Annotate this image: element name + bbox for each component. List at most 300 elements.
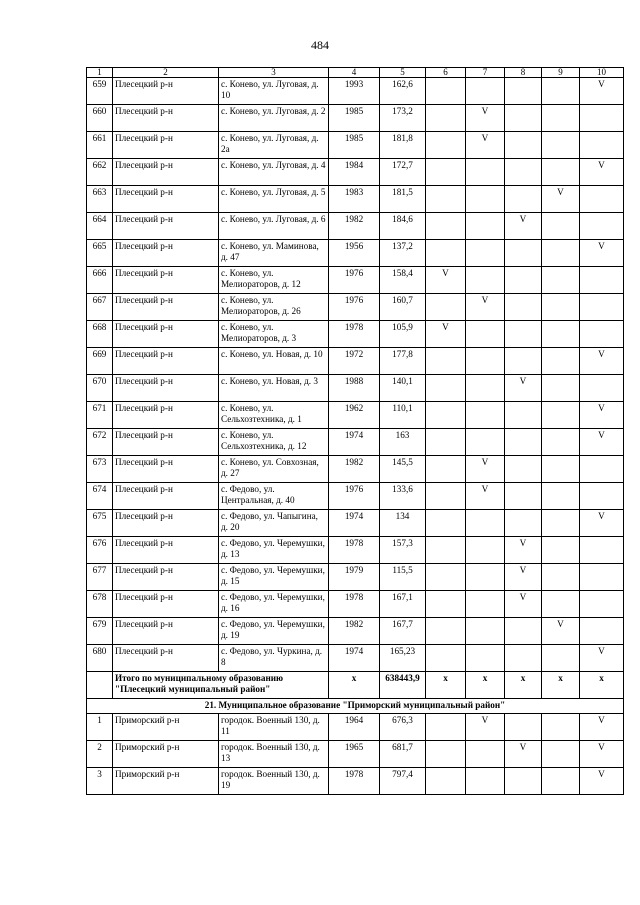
mark-cell-10: V (580, 510, 624, 537)
address-cell: с. Федово, ул. Чуркина, д. 8 (219, 645, 329, 672)
row-number: 664 (87, 213, 113, 240)
district-cell: Плесецкий р-н (113, 132, 219, 159)
mark-cell-8 (505, 186, 542, 213)
table-row (87, 105, 624, 132)
table-row (87, 645, 624, 672)
mark-cell-6 (426, 240, 466, 267)
mark-cell-10 (580, 132, 624, 159)
row-number: 671 (87, 402, 113, 429)
mark-cell-9: V (542, 618, 580, 645)
mark-cell-10: V (580, 768, 624, 795)
total-label: Итого по муниципальному образованию "Плесецкий муниципальный район" (113, 672, 329, 699)
year-cell: 1982 (329, 618, 380, 645)
year-cell: 1978 (329, 768, 380, 795)
area-cell: 157,3 (380, 537, 426, 564)
year-cell: 1978 (329, 537, 380, 564)
mark-cell-7: V (466, 294, 505, 321)
total-row (87, 672, 624, 699)
year-cell: 1974 (329, 510, 380, 537)
year-cell: 1982 (329, 456, 380, 483)
address-cell: с. Конево, ул. Луговая, д. 4 (219, 159, 329, 186)
district-cell: Плесецкий р-н (113, 294, 219, 321)
table-row (87, 375, 624, 402)
mark-cell-9 (542, 321, 580, 348)
empty-cell (87, 672, 113, 699)
mark-cell-10: V (580, 645, 624, 672)
mark-cell-9 (542, 240, 580, 267)
mark-cell-9 (542, 213, 580, 240)
area-cell: 797,4 (380, 768, 426, 795)
year-cell: 1988 (329, 375, 380, 402)
area-cell: 163 (380, 429, 426, 456)
mark-cell-8 (505, 645, 542, 672)
district-cell: Приморский р-н (113, 714, 219, 741)
mark-cell-6 (426, 159, 466, 186)
table-row (87, 348, 624, 375)
mark-cell-9 (542, 591, 580, 618)
mark-cell-10 (580, 537, 624, 564)
district-cell: Плесецкий р-н (113, 78, 219, 105)
table-row (87, 510, 624, 537)
mark-cell-8 (505, 267, 542, 294)
mark-cell-8 (505, 714, 542, 741)
year-cell: 1976 (329, 267, 380, 294)
mark-cell-10 (580, 267, 624, 294)
mark-cell-6 (426, 105, 466, 132)
address-cell: с. Конево, ул. Луговая, д. 6 (219, 213, 329, 240)
year-cell: 1976 (329, 483, 380, 510)
area-cell: 181,5 (380, 186, 426, 213)
year-cell: 1985 (329, 105, 380, 132)
mark-cell-10 (580, 213, 624, 240)
row-number: 672 (87, 429, 113, 456)
total-area-cell: 638443,9 (380, 672, 426, 699)
mark-cell-8 (505, 402, 542, 429)
col-number: 10 (580, 68, 624, 78)
address-cell: с. Конево, ул. Мелиораторов, д. 26 (219, 294, 329, 321)
table-row (87, 240, 624, 267)
mark-cell-10 (580, 564, 624, 591)
table-row (87, 294, 624, 321)
mark-cell-10: V (580, 240, 624, 267)
area-cell: 162,6 (380, 78, 426, 105)
mark-cell-7 (466, 240, 505, 267)
mark-cell-10: V (580, 159, 624, 186)
district-cell: Плесецкий р-н (113, 591, 219, 618)
mark-cell-7: V (466, 483, 505, 510)
area-cell: 681,7 (380, 741, 426, 768)
mark-cell-8 (505, 240, 542, 267)
mark-cell-10 (580, 456, 624, 483)
address-cell: с. Федово, ул. Черемушки, д. 19 (219, 618, 329, 645)
district-cell: Плесецкий р-н (113, 618, 219, 645)
mark-cell-7: V (466, 714, 505, 741)
mark-cell-6 (426, 294, 466, 321)
col-number: 9 (542, 68, 580, 78)
row-number: 667 (87, 294, 113, 321)
col-number: 7 (466, 68, 505, 78)
row-number: 675 (87, 510, 113, 537)
mark-cell-10: V (580, 348, 624, 375)
total-year-cell: x (329, 672, 380, 699)
area-cell: 137,2 (380, 240, 426, 267)
mark-cell-9 (542, 105, 580, 132)
mark-cell-9 (542, 537, 580, 564)
district-cell: Плесецкий р-н (113, 429, 219, 456)
mark-cell-8: V (505, 213, 542, 240)
mark-cell-10 (580, 321, 624, 348)
address-cell: с. Федово, ул. Чапыгина, д. 20 (219, 510, 329, 537)
year-cell: 1983 (329, 186, 380, 213)
mark-cell-7 (466, 375, 505, 402)
mark-cell-7 (466, 537, 505, 564)
mark-cell-6 (426, 564, 466, 591)
table-row (87, 321, 624, 348)
mark-cell-8 (505, 105, 542, 132)
mark-cell-8 (505, 294, 542, 321)
area-cell: 133,6 (380, 483, 426, 510)
mark-cell-10 (580, 294, 624, 321)
mark-cell-8 (505, 348, 542, 375)
district-cell: Плесецкий р-н (113, 186, 219, 213)
mark-cell-9 (542, 402, 580, 429)
row-number: 670 (87, 375, 113, 402)
total-c9-cell: x (542, 672, 580, 699)
area-cell: 134 (380, 510, 426, 537)
address-cell: с. Конево, ул. Мелиораторов, д. 12 (219, 267, 329, 294)
district-cell: Плесецкий р-н (113, 537, 219, 564)
row-number: 661 (87, 132, 113, 159)
district-cell: Приморский р-н (113, 741, 219, 768)
mark-cell-7: V (466, 132, 505, 159)
mark-cell-7: V (466, 105, 505, 132)
table-row (87, 768, 624, 795)
table-body (87, 68, 624, 795)
mark-cell-8 (505, 321, 542, 348)
mark-cell-9 (542, 768, 580, 795)
row-number: 660 (87, 105, 113, 132)
area-cell: 158,4 (380, 267, 426, 294)
table-row (87, 456, 624, 483)
mark-cell-7 (466, 348, 505, 375)
table-row (87, 564, 624, 591)
mark-cell-7 (466, 78, 505, 105)
mark-cell-8: V (505, 564, 542, 591)
address-cell: городок. Военный 130, д. 11 (219, 714, 329, 741)
row-number: 663 (87, 186, 113, 213)
mark-cell-9 (542, 348, 580, 375)
mark-cell-7 (466, 159, 505, 186)
year-cell: 1993 (329, 78, 380, 105)
mark-cell-6: V (426, 267, 466, 294)
area-cell: 140,1 (380, 375, 426, 402)
address-cell: с. Конево, ул. Сельхозтехника, д. 12 (219, 429, 329, 456)
mark-cell-8: V (505, 741, 542, 768)
mark-cell-7 (466, 429, 505, 456)
address-cell: с. Федово, ул. Черемушки, д. 16 (219, 591, 329, 618)
year-cell: 1974 (329, 429, 380, 456)
mark-cell-8 (505, 768, 542, 795)
row-number: 1 (87, 714, 113, 741)
address-cell: городок. Военный 130, д. 13 (219, 741, 329, 768)
area-cell: 181,8 (380, 132, 426, 159)
mark-cell-7 (466, 510, 505, 537)
row-number: 659 (87, 78, 113, 105)
mark-cell-7 (466, 591, 505, 618)
address-cell: с. Конево, ул. Новая, д. 10 (219, 348, 329, 375)
mark-cell-9 (542, 456, 580, 483)
col-number: 6 (426, 68, 466, 78)
mark-cell-7 (466, 402, 505, 429)
col-number: 8 (505, 68, 542, 78)
mark-cell-6 (426, 714, 466, 741)
mark-cell-7 (466, 564, 505, 591)
mark-cell-10: V (580, 714, 624, 741)
table-row (87, 591, 624, 618)
area-cell: 172,7 (380, 159, 426, 186)
table-row (87, 402, 624, 429)
row-number: 674 (87, 483, 113, 510)
mark-cell-6 (426, 213, 466, 240)
mark-cell-7 (466, 741, 505, 768)
mark-cell-9 (542, 294, 580, 321)
row-number: 677 (87, 564, 113, 591)
table-row (87, 267, 624, 294)
district-cell: Плесецкий р-н (113, 564, 219, 591)
row-number: 2 (87, 741, 113, 768)
mark-cell-7 (466, 768, 505, 795)
year-cell: 1964 (329, 714, 380, 741)
year-cell: 1974 (329, 645, 380, 672)
mark-cell-10: V (580, 78, 624, 105)
area-cell: 160,7 (380, 294, 426, 321)
district-cell: Плесецкий р-н (113, 483, 219, 510)
district-cell: Плесецкий р-н (113, 213, 219, 240)
row-number: 666 (87, 267, 113, 294)
district-cell: Плесецкий р-н (113, 456, 219, 483)
section-header-row (87, 699, 624, 714)
mark-cell-6: V (426, 321, 466, 348)
mark-cell-9 (542, 159, 580, 186)
mark-cell-10 (580, 105, 624, 132)
year-cell: 1972 (329, 348, 380, 375)
table-row (87, 429, 624, 456)
address-cell: с. Федово, ул. Черемушки, д. 15 (219, 564, 329, 591)
row-number: 668 (87, 321, 113, 348)
mark-cell-8: V (505, 591, 542, 618)
row-number: 678 (87, 591, 113, 618)
mark-cell-10 (580, 591, 624, 618)
year-cell: 1962 (329, 402, 380, 429)
year-cell: 1978 (329, 591, 380, 618)
total-c8-cell: x (505, 672, 542, 699)
mark-cell-9 (542, 78, 580, 105)
mark-cell-7 (466, 267, 505, 294)
table-row (87, 483, 624, 510)
mark-cell-6 (426, 741, 466, 768)
housing-register-table (86, 67, 624, 795)
mark-cell-9 (542, 510, 580, 537)
mark-cell-6 (426, 645, 466, 672)
mark-cell-10: V (580, 429, 624, 456)
area-cell: 165,23 (380, 645, 426, 672)
mark-cell-6 (426, 348, 466, 375)
page-number: 484 (311, 38, 329, 52)
row-number: 680 (87, 645, 113, 672)
area-cell: 167,7 (380, 618, 426, 645)
mark-cell-8 (505, 456, 542, 483)
row-number: 662 (87, 159, 113, 186)
table-row (87, 132, 624, 159)
area-cell: 173,2 (380, 105, 426, 132)
year-cell: 1965 (329, 741, 380, 768)
total-c6-cell: x (426, 672, 466, 699)
table-row (87, 186, 624, 213)
mark-cell-10: V (580, 402, 624, 429)
mark-cell-6 (426, 375, 466, 402)
address-cell: с. Конево, ул. Сельхозтехника, д. 1 (219, 402, 329, 429)
mark-cell-8 (505, 159, 542, 186)
area-cell: 110,1 (380, 402, 426, 429)
mark-cell-6 (426, 429, 466, 456)
mark-cell-9 (542, 429, 580, 456)
mark-cell-7: V (466, 456, 505, 483)
col-number: 4 (329, 68, 380, 78)
address-cell: с. Конево, ул. Луговая, д. 5 (219, 186, 329, 213)
area-cell: 115,5 (380, 564, 426, 591)
mark-cell-9 (542, 645, 580, 672)
address-cell: с. Конево, ул. Совхозная, д. 27 (219, 456, 329, 483)
area-cell: 145,5 (380, 456, 426, 483)
column-number-row (87, 68, 624, 78)
mark-cell-6 (426, 483, 466, 510)
district-cell: Приморский р-н (113, 768, 219, 795)
mark-cell-7 (466, 186, 505, 213)
address-cell: с. Конево, ул. Луговая, д. 10 (219, 78, 329, 105)
address-cell: с. Конево, ул. Луговая, д. 2а (219, 132, 329, 159)
mark-cell-6 (426, 537, 466, 564)
mark-cell-9 (542, 741, 580, 768)
address-cell: с. Конево, ул. Новая, д. 3 (219, 375, 329, 402)
section-title: 21. Муниципальное образование "Приморский муниципальный район" (87, 699, 624, 714)
table-row (87, 714, 624, 741)
area-cell: 177,8 (380, 348, 426, 375)
mark-cell-6 (426, 618, 466, 645)
address-cell: с. Федово, ул. Черемушки, д. 13 (219, 537, 329, 564)
address-cell: городок. Военный 130, д. 19 (219, 768, 329, 795)
mark-cell-8 (505, 132, 542, 159)
mark-cell-10 (580, 618, 624, 645)
table-row (87, 537, 624, 564)
mark-cell-8 (505, 483, 542, 510)
district-cell: Плесецкий р-н (113, 159, 219, 186)
mark-cell-7 (466, 645, 505, 672)
mark-cell-6 (426, 132, 466, 159)
address-cell: с. Конево, ул. Мелиораторов, д. 3 (219, 321, 329, 348)
area-cell: 184,6 (380, 213, 426, 240)
mark-cell-9 (542, 483, 580, 510)
table-row (87, 78, 624, 105)
row-number: 669 (87, 348, 113, 375)
col-number: 1 (87, 68, 113, 78)
district-cell: Плесецкий р-н (113, 402, 219, 429)
mark-cell-8: V (505, 375, 542, 402)
mark-cell-7 (466, 618, 505, 645)
year-cell: 1982 (329, 213, 380, 240)
mark-cell-7 (466, 213, 505, 240)
mark-cell-7 (466, 321, 505, 348)
address-cell: с. Конево, ул. Маминова, д. 47 (219, 240, 329, 267)
row-number: 3 (87, 768, 113, 795)
year-cell: 1976 (329, 294, 380, 321)
district-cell: Плесецкий р-н (113, 267, 219, 294)
mark-cell-6 (426, 591, 466, 618)
row-number: 665 (87, 240, 113, 267)
district-cell: Плесецкий р-н (113, 105, 219, 132)
district-cell: Плесецкий р-н (113, 348, 219, 375)
year-cell: 1984 (329, 159, 380, 186)
mark-cell-6 (426, 456, 466, 483)
col-number: 2 (113, 68, 219, 78)
year-cell: 1956 (329, 240, 380, 267)
mark-cell-6 (426, 186, 466, 213)
row-number: 673 (87, 456, 113, 483)
mark-cell-9: V (542, 186, 580, 213)
mark-cell-8 (505, 510, 542, 537)
mark-cell-6 (426, 510, 466, 537)
area-cell: 676,3 (380, 714, 426, 741)
district-cell: Плесецкий р-н (113, 321, 219, 348)
table-row (87, 618, 624, 645)
table-row (87, 741, 624, 768)
mark-cell-8 (505, 429, 542, 456)
row-number: 679 (87, 618, 113, 645)
mark-cell-6 (426, 768, 466, 795)
mark-cell-10: V (580, 741, 624, 768)
mark-cell-10 (580, 186, 624, 213)
district-cell: Плесецкий р-н (113, 375, 219, 402)
district-cell: Плесецкий р-н (113, 645, 219, 672)
address-cell: с. Конево, ул. Луговая, д. 2 (219, 105, 329, 132)
mark-cell-10 (580, 375, 624, 402)
year-cell: 1979 (329, 564, 380, 591)
year-cell: 1985 (329, 132, 380, 159)
mark-cell-9 (542, 267, 580, 294)
year-cell: 1978 (329, 321, 380, 348)
mark-cell-9 (542, 132, 580, 159)
mark-cell-8: V (505, 537, 542, 564)
col-number: 5 (380, 68, 426, 78)
total-c10-cell: x (580, 672, 624, 699)
address-cell: с. Федово, ул. Центральная, д. 40 (219, 483, 329, 510)
mark-cell-10 (580, 483, 624, 510)
mark-cell-8 (505, 618, 542, 645)
row-number: 676 (87, 537, 113, 564)
mark-cell-8 (505, 78, 542, 105)
mark-cell-9 (542, 375, 580, 402)
table-row (87, 159, 624, 186)
mark-cell-9 (542, 564, 580, 591)
area-cell: 167,1 (380, 591, 426, 618)
area-cell: 105,9 (380, 321, 426, 348)
mark-cell-6 (426, 402, 466, 429)
table-row (87, 213, 624, 240)
mark-cell-6 (426, 78, 466, 105)
total-c7-cell: x (466, 672, 505, 699)
mark-cell-9 (542, 714, 580, 741)
district-cell: Плесецкий р-н (113, 510, 219, 537)
col-number: 3 (219, 68, 329, 78)
